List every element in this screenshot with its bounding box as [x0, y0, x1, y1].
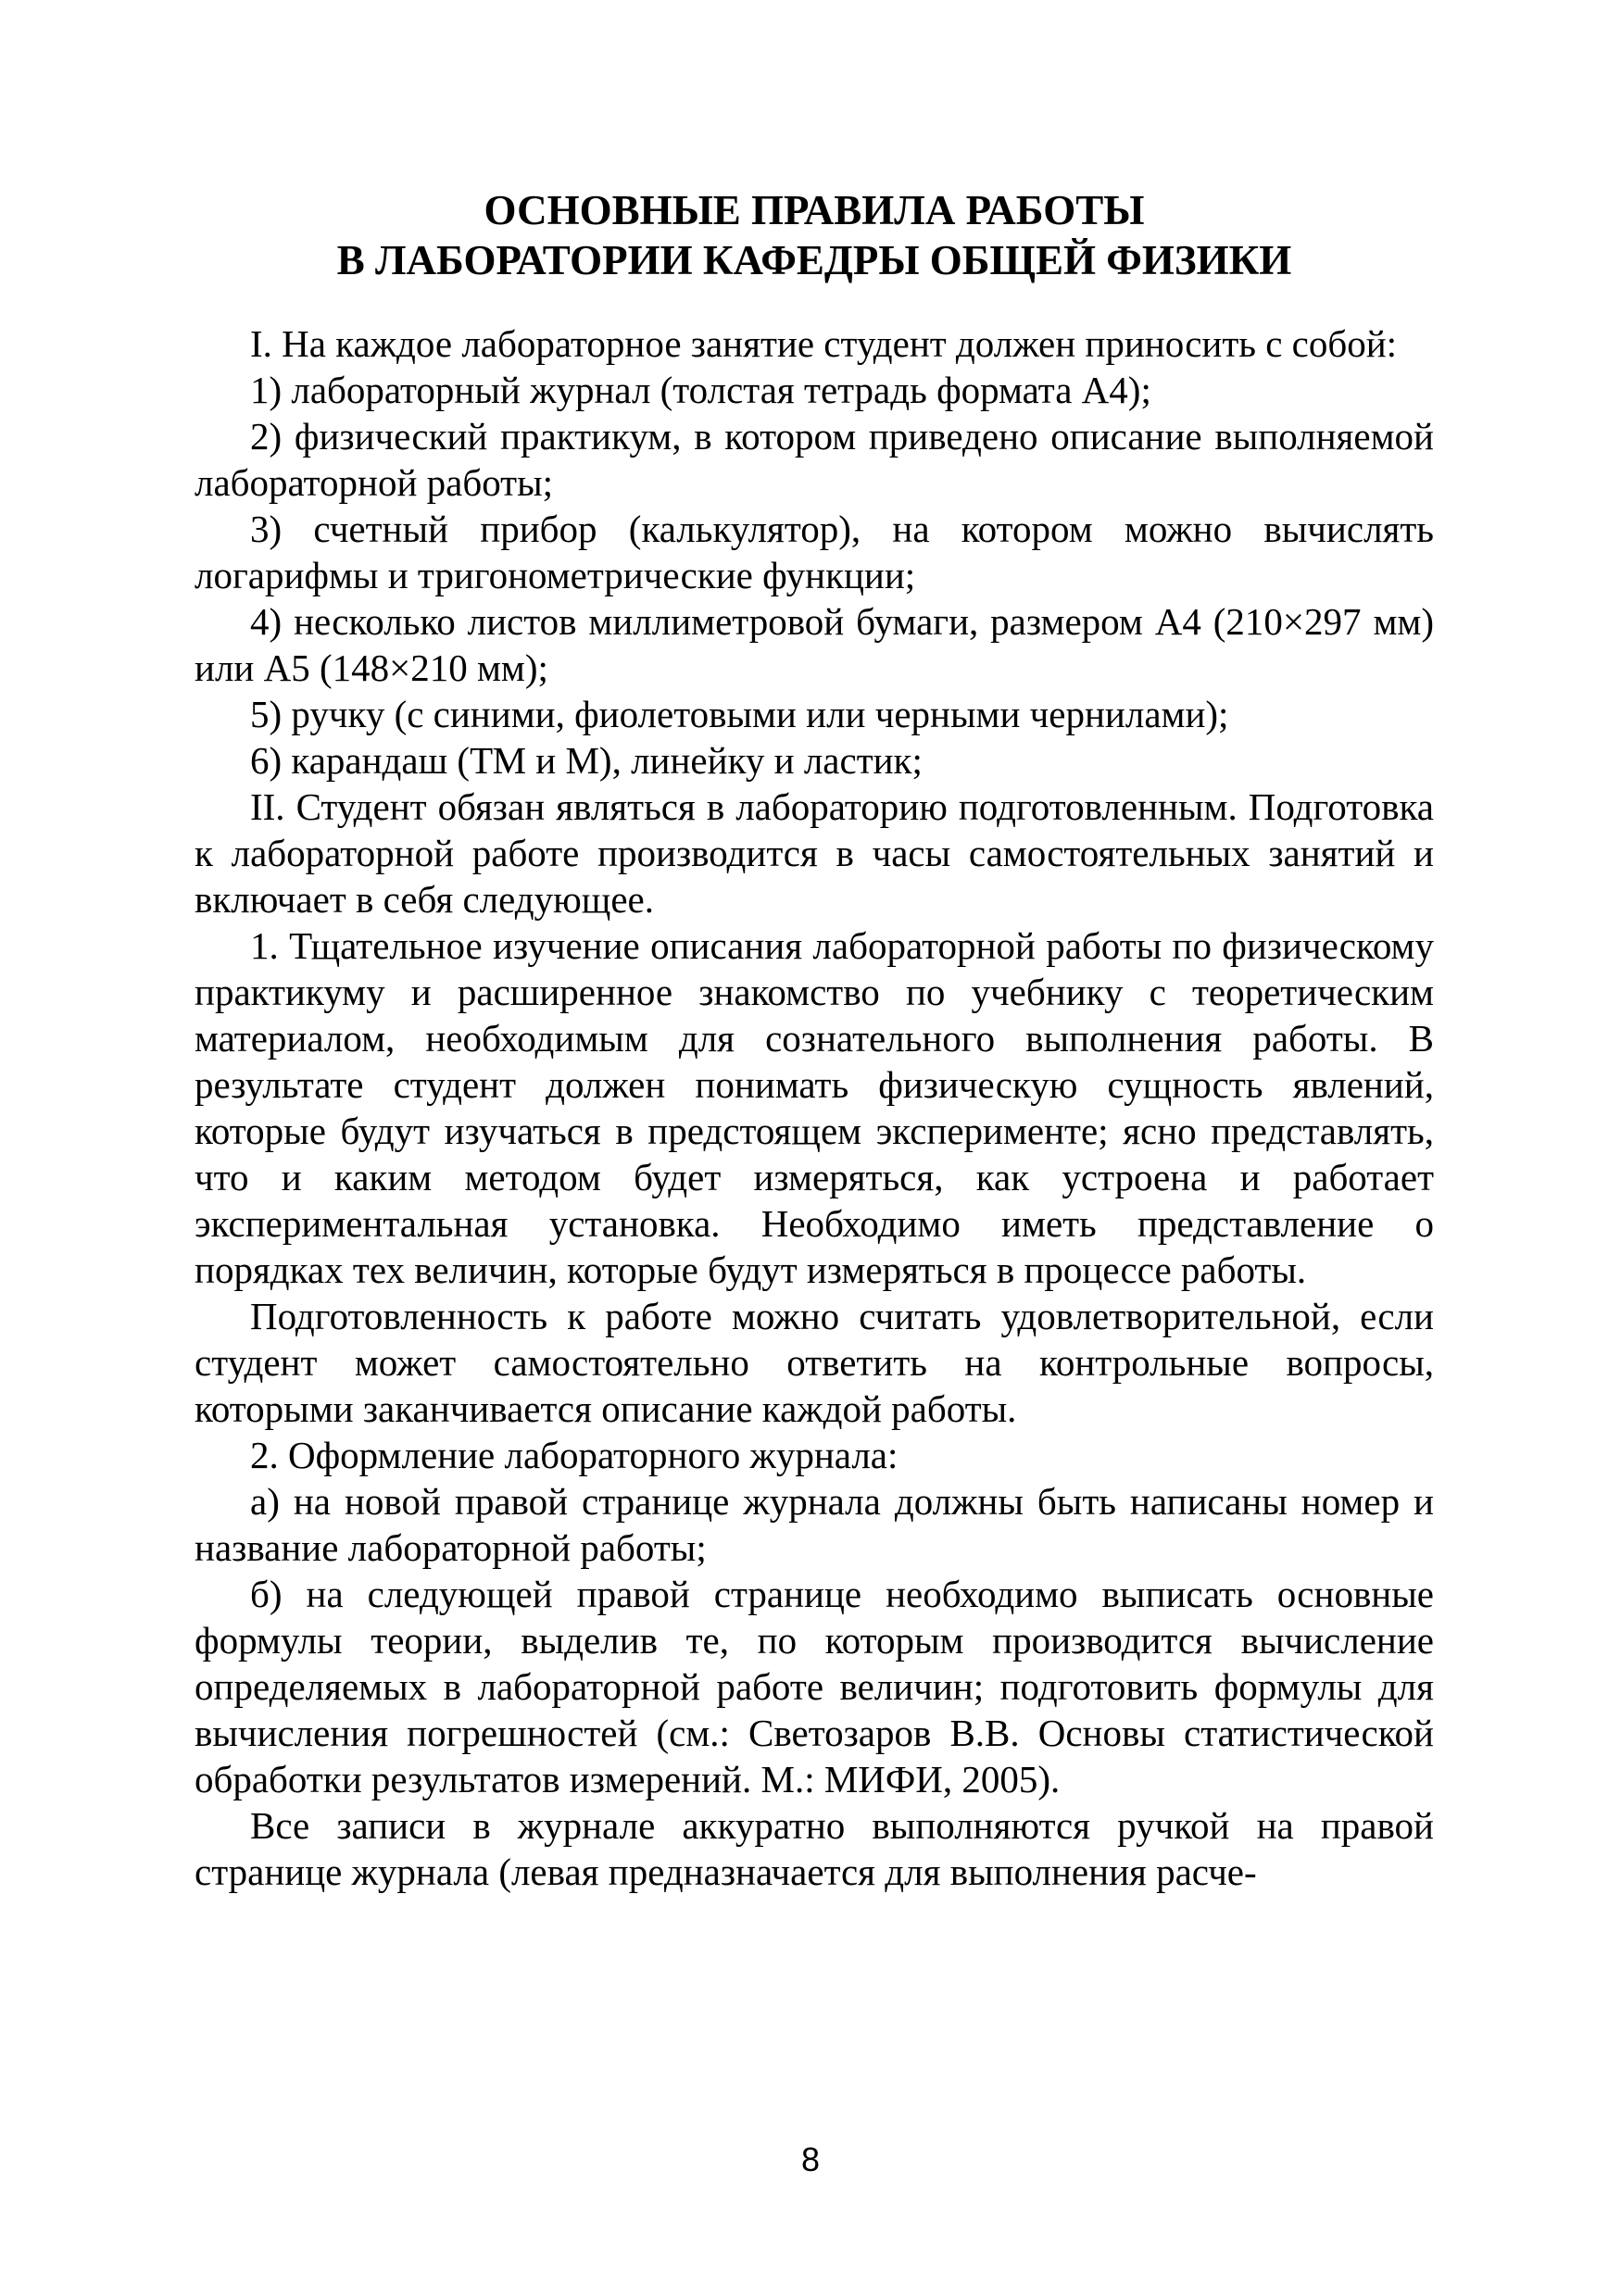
paragraph-section-1: I. На каждое лабораторное занятие студент должен приносить с собой: — [250, 322, 1398, 365]
list-item-1: 1) лабораторный журнал (толстая тетрадь формата А4); — [250, 369, 1151, 411]
paragraph-item-1: 1. Тщательное изучение описания лабораторной работы по физическому практикуму и расширенное знакомство по учебнику с теоретическим материалом, необходимым для сознательного выполнения работы. В результате студент должен понимать физическую сущность явлений, которые будут изучаться в предстоящем эксперименте; ясно представлять, что и каким методом будет измеряться, как устроена и работает экспериментальная установка. Необходимо иметь представление о порядках тех величин, которые будут измеряться в процессе работы. — [195, 924, 1434, 1291]
document-page — [195, 185, 1434, 1895]
subitem-b: б) на следующей правой странице необходимо выписать основные формулы теории, выделив те, по которым производится вычисление определяемых в лабораторной работе величин; подготовить формулы для вычисления погрешностей (см.: Светозаров В.В. Основы статистической обработки результатов измерений. М.: МИФИ, 2005). — [195, 1573, 1434, 1800]
paragraph-section-2: II. Студент обязан являться в лабораторию подготовленным. Подготовка к лабораторной работе производится в часы самостоятельных занятий и включает в себя следующее. — [195, 785, 1434, 921]
paragraph-item-2: 2. Оформление лабораторного журнала: — [250, 1434, 898, 1476]
list-item-3: 3) счетный прибор (калькулятор), на котором можно вычислять логарифмы и тригонометрические функции; — [195, 508, 1434, 596]
list-item-5: 5) ручку (с синими, фиолетовыми или черными чернилами); — [250, 693, 1229, 735]
paragraph-records: Все записи в журнале аккуратно выполняются ручкой на правой странице журнала (левая предназначается для выполнения расче- — [195, 1804, 1434, 1893]
paragraph-readiness: Подготовленность к работе можно считать удовлетворительной, если студент может самостоятельно ответить на контрольные вопросы, которыми заканчивается описание каждой работы. — [195, 1295, 1434, 1430]
page-title — [195, 185, 1434, 285]
title-line-1: ОСНОВНЫЕ ПРАВИЛА РАБОТЫ — [484, 187, 1145, 233]
title-line-2: В ЛАБОРАТОРИИ КАФЕДРЫ ОБЩЕЙ ФИЗИКИ — [336, 237, 1292, 283]
list-item-4: 4) несколько листов миллиметровой бумаги, размером А4 (210×297 мм) или А5 (148×210 мм); — [195, 600, 1434, 689]
subitem-a: а) на новой правой странице журнала должны быть написаны номер и название лабораторной работы; — [195, 1480, 1434, 1569]
list-item-6: 6) карандаш (ТМ и М), линейку и ластик; — [250, 739, 923, 782]
body-text — [195, 320, 1434, 1895]
page-number: 8 — [800, 2140, 821, 2178]
list-item-2: 2) физический практикум, в котором приведено описание выполняемой лабораторной работы; — [195, 415, 1434, 504]
